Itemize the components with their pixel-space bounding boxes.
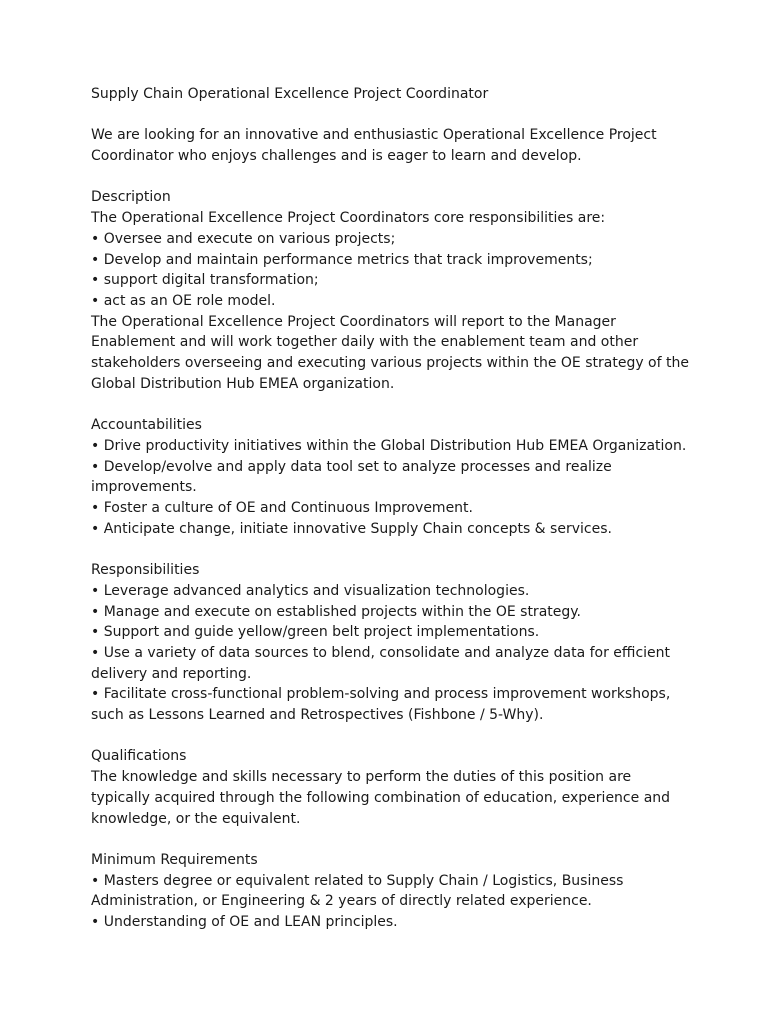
description-bullet: • support digital transformation; <box>91 272 319 289</box>
minimum-requirements-bullet: • Masters degree or equivalent related to Supply Chain / Logistics, Business Administration, or Engineering & 2 years of directly related experience. <box>91 872 628 910</box>
minimum-requirements-heading: Minimum Requirements <box>91 851 258 868</box>
description-lead: The Operational Excellence Project Coordinators core responsibilities are: <box>91 210 606 227</box>
accountabilities-bullet: • Foster a culture of OE and Continuous Improvement. <box>91 500 473 517</box>
responsibilities-bullet: • Manage and execute on established projects within the OE strategy. <box>91 603 581 620</box>
description-heading: Description <box>91 189 171 206</box>
responsibilities-bullet: • Facilitate cross-functional problem-solving and process improvement workshops, such as Lessons Learned and Retrospectives (Fishbone / 5-Why). <box>91 686 675 724</box>
minimum-requirements-bullet: • Understanding of OE and LEAN principles. <box>91 914 398 931</box>
description-bullet: • act as an OE role model. <box>91 293 276 309</box>
spacer <box>91 395 691 416</box>
description-bullet: • Develop and maintain performance metrics that track improvements; <box>91 251 593 268</box>
description-bullet: • Oversee and execute on various projects; <box>91 230 396 247</box>
accountabilities-bullet: • Develop/evolve and apply data tool set to analyze processes and realize improvements. <box>91 458 617 496</box>
responsibilities-heading: Responsibilities <box>91 562 200 579</box>
spacer <box>91 105 691 126</box>
spacer <box>91 726 691 747</box>
qualifications-text: The knowledge and skills necessary to perform the duties of this position are typically acquired through the following combination of education, experience and knowledge, or the equivalent. <box>91 769 675 827</box>
intro-paragraph: We are looking for an innovative and enthusiastic Operational Excellence Project Coordinator who enjoys challenges and is eager to learn and develop. <box>91 127 662 165</box>
accountabilities-heading: Accountabilities <box>91 417 202 434</box>
responsibilities-bullet: • Leverage advanced analytics and visualization technologies. <box>91 582 530 599</box>
document-page <box>91 84 694 933</box>
document-title: Supply Chain Operational Excellence Project Coordinator <box>91 86 489 102</box>
spacer <box>91 539 691 560</box>
responsibilities-bullet: • Support and guide yellow/green belt project implementations. <box>91 624 540 641</box>
description-closing: The Operational Excellence Project Coordinators will report to the Manager Enablement and will work together daily with the enablement team and other stakeholders overseeing and executing various projects within the OE strategy of the Global Distribution Hub EMEA organization. <box>91 313 694 392</box>
accountabilities-bullet: • Anticipate change, initiate innovative Supply Chain concepts & services. <box>91 520 612 537</box>
spacer <box>91 829 691 850</box>
accountabilities-bullet: • Drive productivity initiatives within the Global Distribution Hub EMEA Organization. <box>91 437 687 454</box>
responsibilities-bullet: • Use a variety of data sources to blend, consolidate and analyze data for efficient delivery and reporting. <box>91 644 675 682</box>
spacer <box>91 167 691 188</box>
qualifications-heading: Qualifications <box>91 748 187 765</box>
